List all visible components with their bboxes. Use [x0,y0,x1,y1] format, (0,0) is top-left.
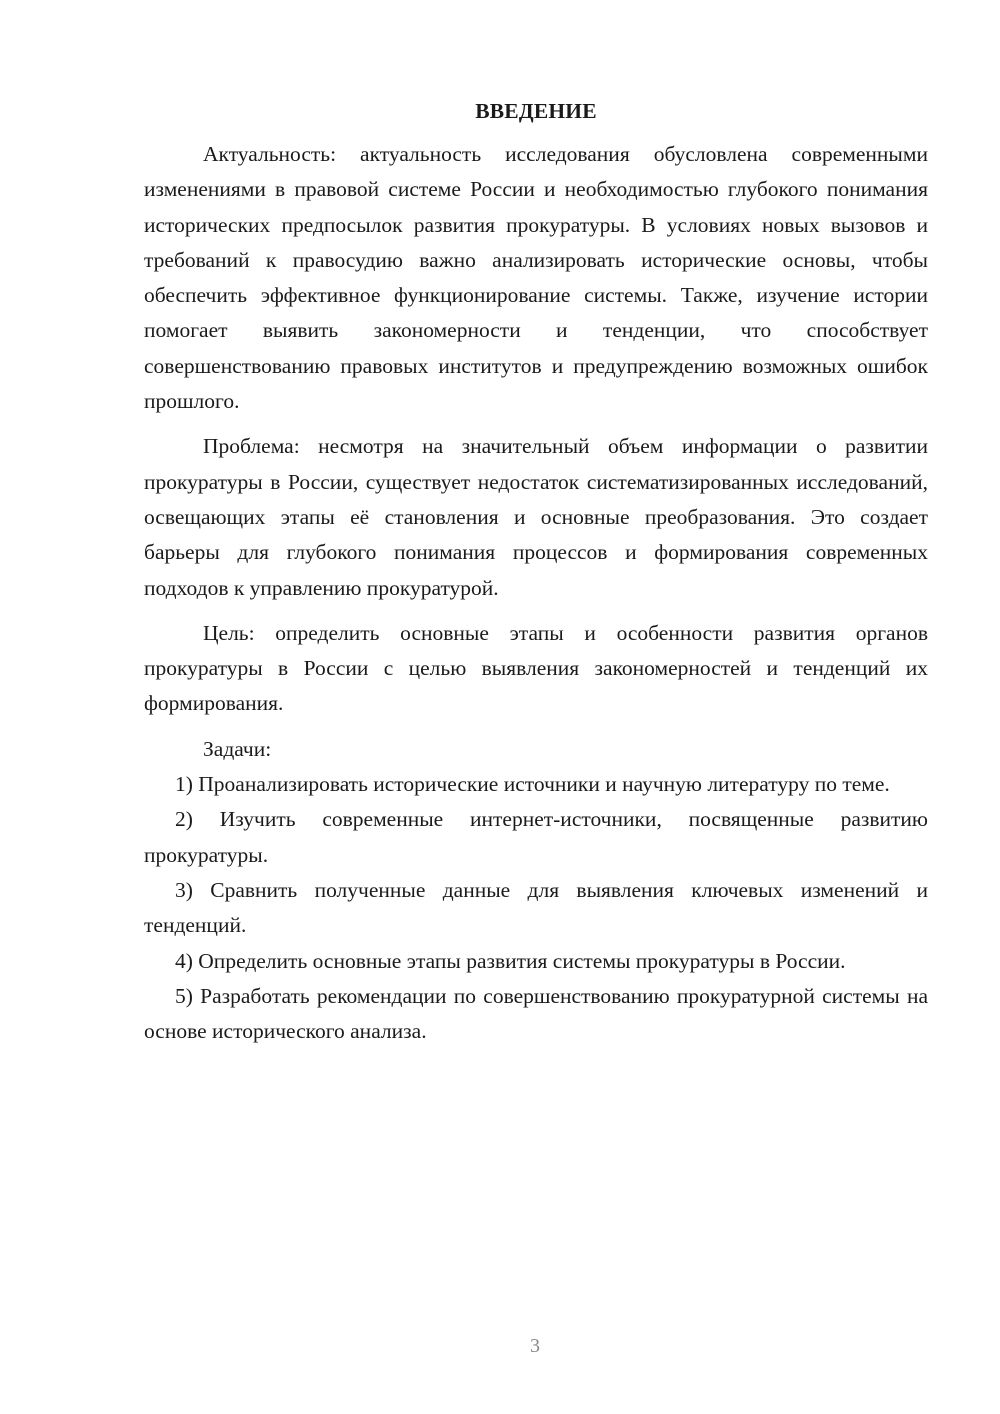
tasks-label: Задачи: [203,736,272,761]
task-item: 3) Сравнить полученные данные для выявления ключевых изменений и тенденций. [144,877,928,938]
task-item: 5) Разработать рекомендации по совершенствованию прокуратурной системы на основе исторического анализа. [144,983,928,1044]
relevance-paragraph: Актуальность: актуальность исследования обусловлена современными изменениями в правовой системе России и необходимостью глубокого понимания исторических предпосылок развития прокуратуры. В условиях новых вызовов и требований к правосудию важно анализировать исторические основы, чтобы обеспечить эффективное функционирование системы. Также, изучение истории помогает выявить закономерности и тенденции, что способствует совершенствованию правовых институтов и предупреждению возможных ошибок прошлого. [144,142,928,414]
task-item: 4) Определить основные этапы развития системы прокуратуры в России. [175,948,846,973]
page-content [144,96,928,1049]
task-item: 1) Проанализировать исторические источники и научную литературу по теме. [175,772,890,797]
task-item: 2) Изучить современные интернет-источники, посвященные развитию прокуратуры. [144,807,928,867]
section-heading: ВВЕДЕНИЕ [475,99,597,123]
page-number: 3 [530,1335,540,1357]
goal-paragraph: Цель: определить основные этапы и особенности развития органов прокуратуры в России с целью выявления закономерностей и тенденций их формирования. [144,620,928,716]
problem-paragraph: Проблема: несмотря на значительный объем информации о развитии прокуратуры в России, существует недостаток систематизированных исследований, освещающих этапы её становления и основные преобразования. Это создает барьеры для глубокого понимания процессов и формирования современных подходов к управлению прокуратурой. [144,434,928,600]
